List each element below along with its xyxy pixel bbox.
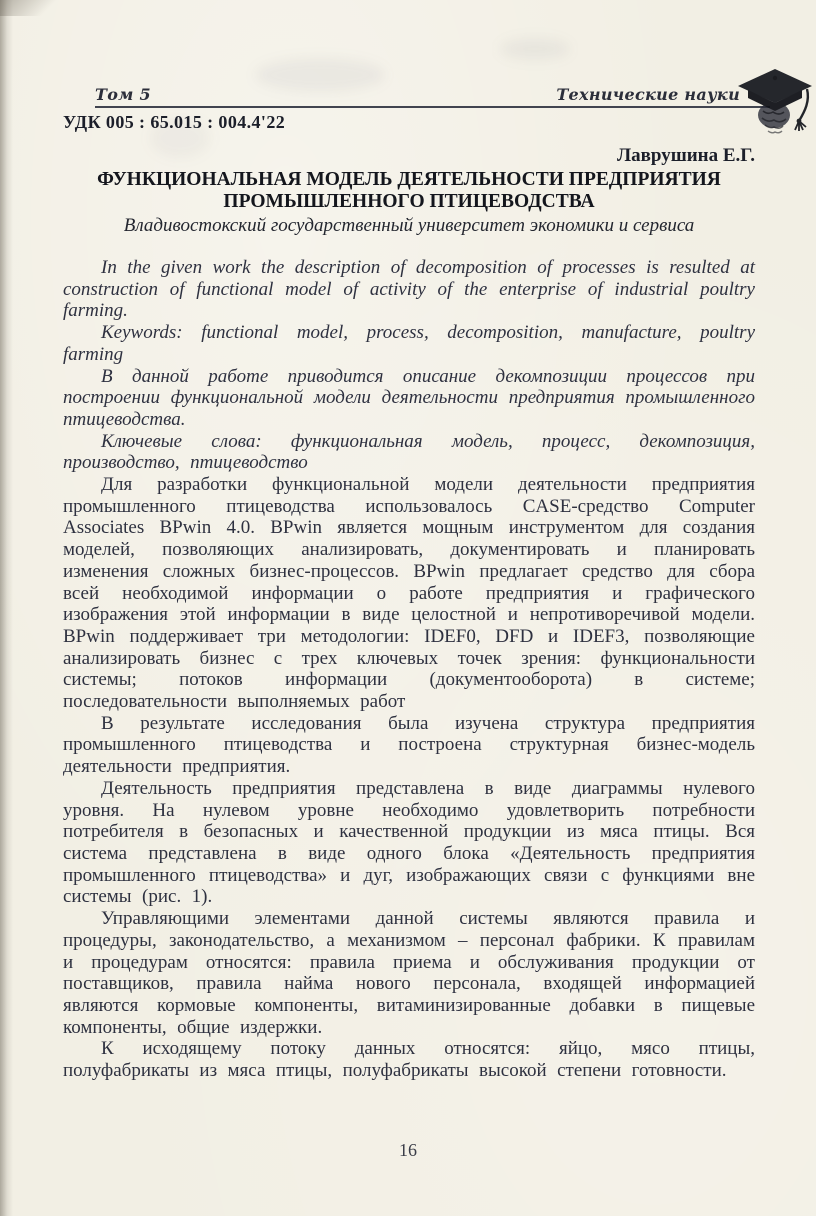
paragraph: Управляющими элементами данной системы являются правила и процедуры, законодательство, а механизмом – персонал фабрики. К правилам и процедурам относятся: правила приема и обслуживания продукции от поставщиков, правила найма нового персонала, входящей информацией являются кормовые компоненты, витаминизированные добавки в пищевые компоненты, общие издержки.: [63, 908, 755, 1038]
scan-corner: [0, 0, 60, 16]
paragraph: К исходящему потоку данных относятся: яйцо, мясо птицы, полуфабрикаты из мяса птицы, полуфабрикаты высокой степени готовности.: [63, 1038, 755, 1082]
scan-edge: [0, 0, 13, 1216]
article-body: [63, 257, 755, 1082]
author-name: Лаврушина Е.Г.: [616, 145, 755, 166]
udc-code: УДК 005 : 65.015 : 004.4'22: [63, 112, 286, 132]
paragraph: Деятельность предприятия представлена в виде диаграммы нулевого уровня. На нулевом уровне необходимо удовлетворить потребности потребителя в безопасных и качественной продукции из мяса птицы. Вся система представлена в виде одного блока «Деятельность предприятия промышленного птицеводства» и дуг, изображающих связи с функциями вне системы (рис. 1).: [63, 777, 755, 908]
section-label: Технические науки: [556, 85, 740, 104]
page-header: [95, 70, 770, 108]
article: [63, 112, 755, 1082]
volume-label: Том 5: [95, 85, 151, 104]
paragraph: В данной работе приводится описание декомпозиции процессов при построении функциональной модели деятельности предприятия промышленного птицеводства.: [63, 365, 755, 430]
paragraph: В результате исследования была изучена структура предприятия промышленного птицеводства и построена структурная бизнес-модель деятельности предприятия.: [63, 712, 755, 778]
affiliation: Владивостокский государственный университет экономики и сервиса: [123, 215, 695, 236]
paragraph: Keywords: functional model, process, decomposition, manufacture, poultry farming: [63, 322, 755, 365]
page-number: 16: [399, 1140, 417, 1160]
paragraph: Для разработки функциональной модели деятельности предприятия промышленного птицеводства использовалось CASE-средство Computer Associates BPwin 4.0. BPwin является мощным инструментом для создания моделей, позволяющих анализировать, документировать и планировать изменения сложных бизнес-процессов. BPwin предлагает средство для сбора всей необходимой информации о работе предприятия и графического изображения этой информации в виде целостной и непротиворечивой модели. BPwin поддерживает три методологии: IDEF0, DFD и IDEF3, позволяющие анализировать бизнес с трех ключевых точек зрения: функциональности системы; потоков информации (документооборота) в системе; последовательности выполняемых работ: [63, 474, 755, 713]
paragraph: In the given work the description of decomposition of processes is resulted at construction of functional model of activity of the enterprise of industrial poultry farming.: [63, 257, 755, 322]
scan-smudge: [500, 38, 570, 60]
paragraph: Ключевые слова: функциональная модель, процесс, декомпозиция, производство, птицеводство: [63, 430, 755, 474]
article-title: ФУНКЦИОНАЛЬНАЯ МОДЕЛЬ ДЕЯТЕЛЬНОСТИ ПРЕДПРИЯТИЯ ПРОМЫШЛЕННОГО ПТИЦЕВОДСТВА: [97, 169, 721, 212]
